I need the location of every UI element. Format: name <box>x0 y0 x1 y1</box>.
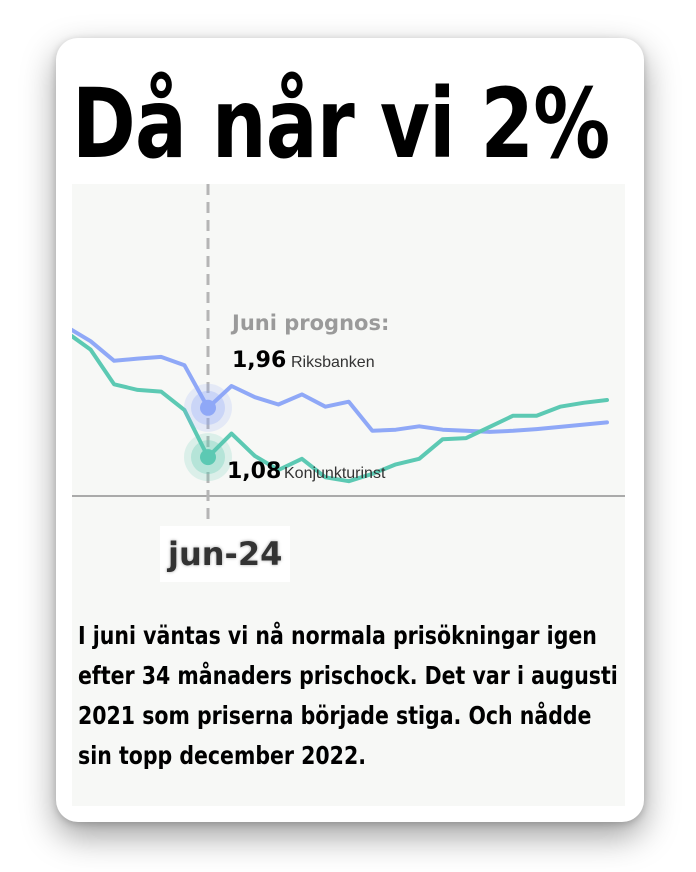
chart-panel <box>72 184 625 806</box>
inflation-forecast-chart <box>72 184 625 614</box>
headline: Då når vi 2% <box>72 68 610 180</box>
riksbanken-series-label: Riksbanken <box>291 354 375 371</box>
x-tick-label: jun-24 <box>160 526 290 582</box>
konjunkturinst-value-label: 1,08 <box>227 459 282 484</box>
forecast-title: Juni prognos: <box>232 311 390 335</box>
forecast-point-riksbanken <box>200 400 216 416</box>
konjunkturinst-series-label: Konjunkturinst <box>284 465 386 482</box>
forecast-point-konjunkturinst <box>200 449 216 465</box>
caption-text: I juni väntas vi nå normala prisökningar igen efter 34 månaders prischock. Det var i augusti 2021 som priserna började stiga. Och nådde sin topp december 2022. <box>78 621 618 770</box>
series-line-konjunkturinst <box>72 309 607 481</box>
riksbanken-value-label: 1,96 <box>232 348 287 373</box>
infographic-card <box>56 38 644 822</box>
